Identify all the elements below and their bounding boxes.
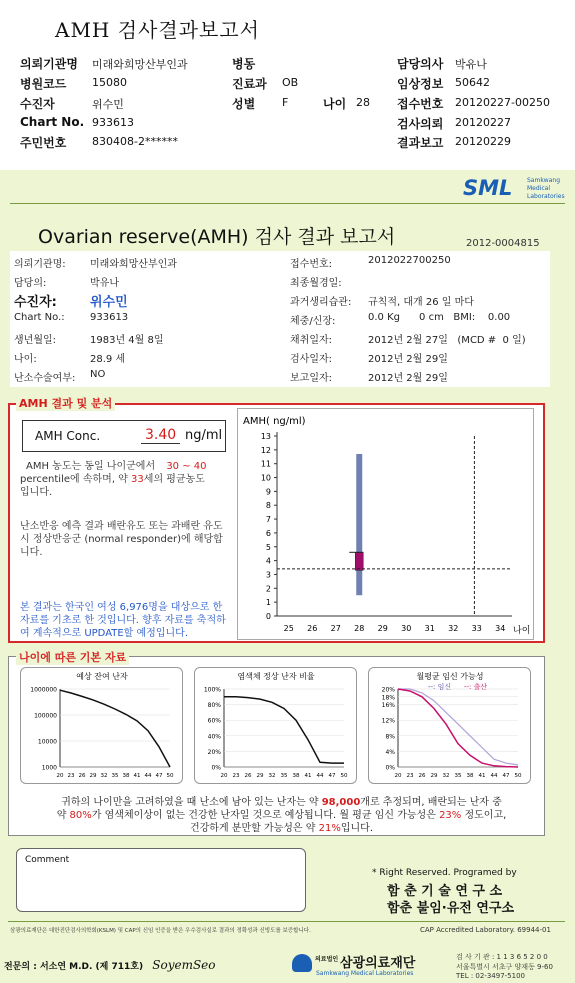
- preg-x-tick-label: 44: [490, 773, 498, 779]
- value-patient: 위수민: [92, 98, 124, 111]
- ratio-x-tick-label: 50: [340, 773, 348, 779]
- eggs-y-tick-label: 1000000: [30, 686, 57, 694]
- preg-x-tick-label: 32: [442, 773, 450, 779]
- ratio-x-tick-label: 20: [220, 773, 228, 779]
- doctor-line: [4, 958, 216, 972]
- info-value-institution: 미래와희망산부인과: [90, 259, 177, 270]
- lab-tel: TEL : 02-3497-5100: [456, 972, 525, 980]
- summary-1a: 귀하의 나이만을 고려하였을 때 난소에 남아 있는 난자는 약: [61, 797, 319, 808]
- amh-response-text: 난소반응 예측 결과 배란유도 또는 과배란 유도시 정상반응군 (normal responder)에 해당합니다.: [20, 521, 223, 558]
- ratio-x-tick-label: 35: [280, 773, 288, 779]
- preg-y-tick-label: 18%: [381, 694, 395, 702]
- summary-birth-percent: 21%: [318, 823, 341, 834]
- ratio-series-line-1: [224, 697, 344, 763]
- preg-x-tick-label: 26: [418, 773, 426, 779]
- value-doctor: 박유나: [455, 58, 487, 71]
- eggs-x-tick-label: 38: [122, 773, 130, 779]
- summary-pregnancy-percent: 23%: [439, 810, 462, 821]
- amh-x-tick-label: 34: [495, 624, 506, 633]
- preg-x-tick-label: 23: [406, 773, 414, 779]
- amh-conc-label: AMH Conc.: [35, 429, 101, 443]
- info-value-birthdate: 1983년 4월 8일: [90, 335, 164, 346]
- doctor-signature: SoyemSeo: [152, 958, 216, 972]
- value-hospital-code: 15080: [92, 76, 127, 89]
- amh-x-tick-label: 25: [283, 624, 294, 633]
- info-value-patient: 위수민: [90, 295, 128, 310]
- value-resident-no: 830408-2******: [92, 135, 178, 148]
- sml-logo-sub3: Laboratories: [527, 193, 565, 200]
- amh-text-1c: percentile에 속하며, 약: [20, 474, 128, 485]
- pregnancy-chart: [368, 667, 531, 784]
- foundation-name: 삼광의료재단: [340, 956, 416, 971]
- info-label-report-date: 보고일자:: [290, 373, 333, 384]
- eggs-x-tick-label: 41: [133, 773, 141, 779]
- value-department: OB: [282, 76, 299, 89]
- amh-y-tick-label: 6: [265, 528, 271, 538]
- patient-info-block: [10, 251, 550, 387]
- info-label-doctor: 담당의:: [14, 278, 47, 289]
- summary-egg-count: 98,000: [321, 797, 361, 808]
- summary-1c: 개로 추정되며, 배란되는 난자 중: [360, 797, 502, 808]
- foundation-logo: [292, 950, 438, 980]
- info-value-doctor: 박유나: [90, 278, 119, 289]
- label-institution: 의뢰기관명: [20, 57, 78, 71]
- ratio-x-tick-label: 44: [316, 773, 324, 779]
- amh-y-tick-label: 1: [265, 598, 271, 608]
- label-resident-no: 주민번호: [20, 136, 67, 150]
- info-value-test-date: 2012년 2월 29일: [368, 354, 448, 365]
- foundation-emblem-icon: [292, 954, 312, 972]
- value-request-date: 20120227: [455, 116, 511, 129]
- amh-y-tick-label: 7: [265, 515, 271, 525]
- info-label-menses: 과거생리습관:: [290, 297, 352, 308]
- label-patient: 수진자: [20, 97, 55, 111]
- label-sex: 성별: [232, 97, 256, 111]
- preg-series-line-2: [398, 689, 518, 767]
- amh-x-tick-label: 31: [424, 624, 435, 633]
- amh-x-tick-label: 28: [354, 624, 365, 633]
- summary-2c: 가 염색체이상이 없는 건강한 난자일 것으로 예상됩니다. 월 평균 임신 가능성은: [91, 810, 436, 821]
- label-clinical-info: 임상정보: [397, 77, 444, 91]
- preg-x-tick-label: 41: [478, 773, 486, 779]
- amh-x-axis-label: 나이: [513, 626, 531, 636]
- preg-x-tick-label: 47: [502, 773, 510, 779]
- report-number: 2012-0004815: [466, 238, 540, 249]
- info-value-menses: 규칙적, 대개 26 일 마다: [368, 297, 474, 308]
- summary-2a: 약: [56, 810, 67, 821]
- sml-logo-sub1: Samkwang: [527, 177, 560, 184]
- amh-text-1f: 입니다.: [20, 487, 53, 498]
- summary-normal-percent: 80%: [69, 810, 92, 821]
- eggs-series-line-1: [60, 690, 170, 767]
- value-clinical-info: 50642: [455, 76, 490, 89]
- preg-legend-pregnancy: --: 임신: [428, 683, 452, 691]
- info-label-institution: 의뢰기관명:: [14, 259, 66, 270]
- amh-whisker-bar: [356, 454, 362, 595]
- label-ward: 병동: [232, 57, 256, 71]
- info-value-collection: 2012년 2월 27일 (MCD # 0 일): [368, 335, 526, 346]
- amh-percentile-text: [20, 460, 230, 499]
- lab-address: 서울특별시 서초구 양재동 9-60: [456, 963, 553, 971]
- value-chart-no: 933613: [92, 116, 134, 129]
- amh-y-tick-label: 8: [265, 501, 271, 511]
- preg-x-tick-label: 50: [514, 773, 522, 779]
- amh-y-tick-label: 3: [265, 570, 271, 580]
- cap-accredited: CAP Accredited Laboratory. 69944-01: [420, 926, 551, 934]
- eggs-y-tick-label: 1000: [41, 764, 57, 772]
- preg-y-tick-label: 8%: [385, 733, 395, 741]
- ratio-x-tick-label: 23: [232, 773, 240, 779]
- eggs-x-tick-label: 23: [67, 773, 75, 779]
- info-label-surgery: 난소수술여부:: [14, 373, 76, 384]
- eggs-title: 예상 잔여 난자: [76, 672, 128, 681]
- ratio-y-tick-label: 60%: [207, 717, 221, 725]
- amh-percentile-value: 30 ~ 40: [166, 461, 207, 472]
- sml-logo: [463, 176, 571, 202]
- institute-1: 함 춘 기 술 연 구 소: [387, 884, 503, 899]
- eggs-x-tick-label: 29: [89, 773, 97, 779]
- logo-rule: [10, 203, 565, 204]
- label-receipt-no: 접수번호: [397, 97, 444, 111]
- eggs-x-tick-label: 32: [100, 773, 108, 779]
- value-age: 28: [356, 96, 370, 109]
- ratio-y-tick-label: 20%: [207, 748, 221, 756]
- amh-conc-value: 3.40: [141, 427, 180, 444]
- info-label-patient: 수진자:: [14, 295, 57, 310]
- amh-text-1a: AMH 농도는 동일 나이군에서: [26, 461, 156, 472]
- label-chart-no: Chart No.: [20, 115, 85, 129]
- preg-y-tick-label: 20%: [381, 686, 395, 694]
- amh-y-tick-label: 9: [265, 487, 271, 497]
- footer-rule: [8, 921, 565, 922]
- ratio-y-tick-label: 100%: [203, 686, 221, 694]
- eggs-x-tick-label: 47: [155, 773, 163, 779]
- preg-y-tick-label: 4%: [385, 748, 395, 756]
- info-label-test-date: 검사일자:: [290, 354, 333, 365]
- ratio-title: 염색체 정상 난자 비율: [237, 672, 315, 681]
- amh-x-tick-label: 32: [448, 624, 459, 633]
- eggs-x-tick-label: 35: [111, 773, 119, 779]
- ratio-x-tick-label: 41: [304, 773, 312, 779]
- amh-data-note: 본 결과는 한국인 여성 6,976명을 대상으로 한 자료를 기초로 한 것입니다. 향후 자료를 축적하여 계속적으로 UPDATE할 예정입니다.: [20, 602, 226, 639]
- comment-label: Comment: [25, 855, 70, 865]
- amh-x-tick-label: 27: [330, 624, 341, 633]
- amh-text-1e: 세의 평균농도: [143, 474, 205, 485]
- foundation-en: Samkwang Medical Laboratories: [316, 970, 414, 977]
- info-label-receipt: 접수번호:: [290, 259, 333, 270]
- amh-y-tick-label: 12: [260, 445, 271, 455]
- foundation-small: 의료법인: [315, 956, 339, 963]
- eggs-x-tick-label: 50: [166, 773, 174, 779]
- label-hospital-code: 병원코드: [20, 77, 67, 91]
- page-title: AMH 검사결과보고서: [55, 18, 260, 42]
- amh-chart-title: AMH( ng/ml): [243, 416, 306, 427]
- comment-box: [16, 848, 306, 912]
- value-receipt-no: 20120227-00250: [455, 96, 550, 109]
- info-label-weight: 체중/신장:: [290, 316, 336, 327]
- info-label-age: 나이:: [14, 354, 37, 365]
- amh-section-title: AMH 결과 및 분석: [16, 395, 115, 411]
- value-sex: F: [282, 96, 289, 109]
- label-doctor: 담당의사: [397, 57, 444, 71]
- preg-legend-birth: --: 출산: [464, 683, 488, 691]
- normal-ratio-chart: [194, 667, 357, 784]
- preg-y-tick-label: 12%: [381, 717, 395, 725]
- ratio-x-tick-label: 29: [256, 773, 264, 779]
- amh-x-tick-label: 29: [377, 624, 388, 633]
- preg-x-tick-label: 29: [430, 773, 438, 779]
- label-request-date: 검사의뢰: [397, 117, 444, 131]
- info-label-chart: Chart No.:: [14, 312, 65, 323]
- amh-equivalent-age: 33: [131, 474, 144, 485]
- ratio-y-tick-label: 40%: [207, 733, 221, 741]
- value-institution: 미래와희망산부인과: [92, 58, 188, 71]
- sml-logo-text: SML: [463, 176, 513, 200]
- footer-note: 삼광의료재단은 대한진단검사의학회(KSLM) 및 CAP의 신임 인증을 받은 우수검사실로 결과의 정확성과 신빙도를 보증합니다.: [10, 928, 311, 934]
- preg-title: 월평균 임신 가능성: [416, 672, 484, 681]
- right-reserved: * Right Reserved. Programed by: [372, 868, 517, 878]
- info-value-report-date: 2012년 2월 29일: [368, 373, 448, 384]
- amh-x-tick-label: 33: [471, 624, 482, 633]
- eggs-x-tick-label: 44: [144, 773, 152, 779]
- amh-y-tick-label: 5: [265, 542, 271, 552]
- ratio-y-tick-label: 0%: [211, 764, 221, 772]
- preg-x-tick-label: 20: [394, 773, 402, 779]
- info-value-surgery: NO: [90, 369, 106, 380]
- info-value-age: 28.9 세: [90, 354, 126, 365]
- eggs-x-tick-label: 20: [56, 773, 64, 779]
- label-report-date: 결과보고: [397, 136, 444, 150]
- preg-y-tick-label: 16%: [381, 702, 395, 710]
- doctor-name: 전문의 : 서소연 M.D. (제 711호): [4, 962, 144, 972]
- amh-y-tick-label: 4: [265, 556, 271, 566]
- institute-2: 함춘 불임·유전 연구소: [387, 901, 515, 916]
- preg-x-tick-label: 35: [454, 773, 462, 779]
- label-age: 나이: [323, 97, 347, 111]
- amh-y-tick-label: 2: [265, 584, 271, 594]
- label-department: 진료과: [232, 77, 267, 91]
- amh-conc-unit: ng/ml: [185, 428, 223, 443]
- info-value-chart: 933613: [90, 312, 129, 323]
- amh-x-tick-label: 30: [401, 624, 412, 633]
- amh-y-tick-label: 0: [265, 612, 271, 621]
- ratio-x-tick-label: 38: [292, 773, 300, 779]
- value-report-date: 20120229: [455, 135, 511, 148]
- summary-3a: 건강하게 분만할 가능성은 약: [189, 823, 316, 834]
- info-value-weight: 0.0 Kg 0 cm BMI: 0.00: [368, 312, 511, 323]
- lab-registration: 검 사 기 관 : 1 1 3 6 5 2 0 0: [456, 953, 548, 961]
- eggs-y-tick-label: 100000: [34, 712, 57, 720]
- amh-x-tick-label: 26: [307, 624, 318, 633]
- ratio-x-tick-label: 32: [268, 773, 276, 779]
- amh-y-tick-label: 13: [260, 432, 271, 441]
- info-label-birthdate: 생년월일:: [14, 335, 57, 346]
- ratio-y-tick-label: 80%: [207, 702, 221, 710]
- eggs-chart: [20, 667, 183, 784]
- preg-series-line-1: [398, 689, 518, 765]
- eggs-x-tick-label: 26: [78, 773, 86, 779]
- basic-section-title: 나이에 따른 기본 자료: [16, 649, 129, 665]
- summary-3c: 입니다.: [340, 823, 374, 834]
- basic-summary-text: [24, 796, 539, 835]
- preg-y-tick-label: 0%: [385, 764, 395, 772]
- amh-y-tick-label: 10: [260, 473, 271, 483]
- amh-y-tick-label: 11: [260, 459, 271, 469]
- amh-conc-box: [22, 420, 226, 452]
- info-label-collection: 채취일자:: [290, 335, 333, 346]
- info-label-lmp: 최종월경일:: [290, 278, 342, 289]
- eggs-y-tick-label: 10000: [37, 738, 57, 746]
- summary-2e: 정도이고,: [464, 810, 507, 821]
- ratio-x-tick-label: 26: [244, 773, 252, 779]
- sml-logo-sub2: Medical: [527, 185, 550, 192]
- info-value-receipt: 2012022700250: [368, 255, 451, 266]
- amh-box: [355, 552, 363, 570]
- amh-box-chart: [237, 408, 534, 640]
- preg-x-tick-label: 38: [466, 773, 474, 779]
- ratio-x-tick-label: 47: [328, 773, 336, 779]
- report-title: Ovarian reserve(AMH) 검사 결과 보고서: [38, 226, 396, 248]
